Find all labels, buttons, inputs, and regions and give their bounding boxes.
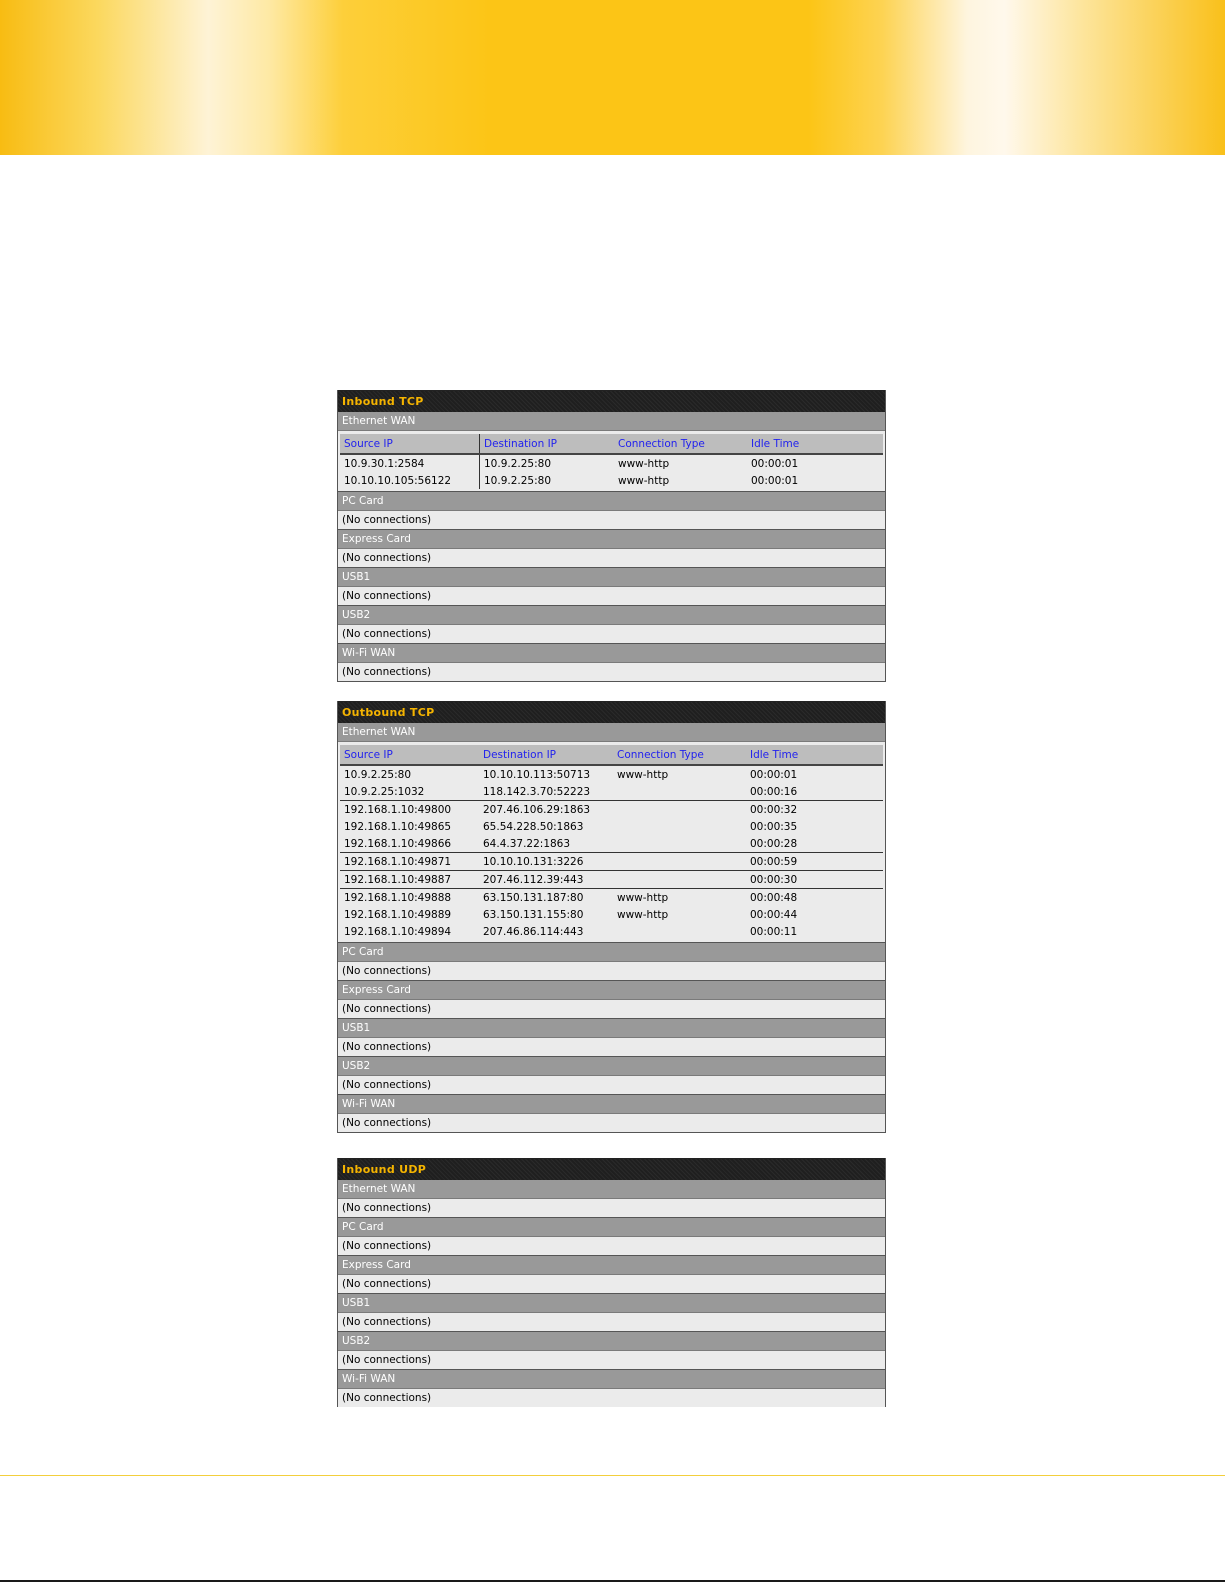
column-header[interactable]: Source IP — [340, 435, 480, 455]
no-connections-text: (No connections) — [338, 1199, 885, 1218]
wan-section-header: USB1 — [338, 1019, 885, 1038]
table-cell: 207.46.86.114:443 — [483, 925, 584, 938]
connection-table-block — [338, 431, 885, 492]
table-cell: 10.9.2.25:80 — [484, 474, 551, 487]
no-connections-text: (No connections) — [338, 511, 885, 530]
no-connections-text: (No connections) — [338, 625, 885, 644]
table-cell: www-http — [613, 889, 746, 907]
table-cell: 63.150.131.155:80 — [483, 908, 584, 921]
no-connections-text: (No connections) — [338, 1275, 885, 1294]
no-connections-text: (No connections) — [338, 1237, 885, 1256]
table-cell: 192.168.1.10:49889 — [344, 908, 452, 921]
no-connections-text: (No connections) — [338, 1351, 885, 1370]
wan-section-header: Ethernet WAN — [338, 723, 885, 742]
table-cell: 10.9.2.25:80 — [484, 457, 551, 470]
table-cell: 192.168.1.10:49800 — [340, 801, 479, 819]
table-header-row — [340, 435, 883, 455]
no-connections-text: (No connections) — [338, 549, 885, 568]
page-bottom-rule — [0, 1580, 1225, 1582]
table-cell: 00:00:01 — [751, 474, 799, 487]
table-cell: 10.10.10.131:3226 — [479, 853, 613, 871]
column-header[interactable]: Connection Type — [614, 435, 747, 455]
table-row — [340, 906, 883, 923]
table-cell: www-http — [618, 457, 670, 470]
table-row — [340, 765, 883, 783]
connections-panel — [337, 701, 886, 1133]
wan-section-header: USB2 — [338, 1057, 885, 1076]
table-row — [340, 454, 883, 472]
table-row — [340, 783, 883, 801]
wan-section-header: PC Card — [338, 492, 885, 511]
column-header[interactable]: Connection Type — [613, 746, 746, 766]
wan-section-header: PC Card — [338, 1218, 885, 1237]
panel-title: Inbound TCP — [338, 390, 885, 412]
table-cell: 00:00:16 — [750, 785, 798, 798]
table-cell: 10.9.2.25:80 — [344, 768, 411, 781]
table-cell: 10.10.10.113:50713 — [483, 768, 591, 781]
table-row — [340, 835, 883, 853]
table-cell: 00:00:48 — [746, 889, 883, 907]
table-cell — [613, 835, 746, 853]
wan-section-header: Express Card — [338, 1256, 885, 1275]
no-connections-text: (No connections) — [338, 1000, 885, 1019]
table-cell: 192.168.1.10:49871 — [340, 853, 479, 871]
table-cell: 00:00:44 — [750, 908, 798, 921]
table-cell: 65.54.228.50:1863 — [483, 820, 584, 833]
connection-table — [340, 745, 883, 940]
table-cell: www-http — [617, 908, 669, 921]
table-cell: 192.168.1.10:49866 — [344, 837, 452, 850]
table-row — [340, 923, 883, 940]
table-row — [340, 871, 883, 889]
column-header[interactable]: Destination IP — [479, 746, 613, 766]
table-cell: 00:00:28 — [750, 837, 798, 850]
table-row — [340, 801, 883, 819]
table-cell — [613, 818, 746, 835]
connections-panel — [337, 390, 886, 682]
table-cell: 64.4.37.22:1863 — [483, 837, 571, 850]
table-cell: 10.9.30.1:2584 — [340, 454, 480, 472]
wan-section-header: PC Card — [338, 943, 885, 962]
table-cell: 192.168.1.10:49894 — [344, 925, 452, 938]
table-row — [340, 472, 883, 489]
table-cell: 192.168.1.10:49888 — [340, 889, 479, 907]
panel-title: Inbound UDP — [338, 1158, 885, 1180]
wan-section-header: Express Card — [338, 981, 885, 1000]
table-row — [340, 889, 883, 907]
no-connections-text: (No connections) — [338, 1389, 885, 1407]
table-cell: 00:00:01 — [750, 768, 798, 781]
table-row — [340, 853, 883, 871]
table-header-row — [340, 746, 883, 766]
wan-section-header: USB2 — [338, 606, 885, 625]
no-connections-text: (No connections) — [338, 1038, 885, 1057]
wan-section-header: Wi-Fi WAN — [338, 1370, 885, 1389]
table-cell: 10.9.2.25:1032 — [344, 785, 425, 798]
table-cell — [613, 923, 746, 940]
table-row — [340, 818, 883, 835]
wan-section-header: USB1 — [338, 1294, 885, 1313]
table-cell: 00:00:59 — [746, 853, 883, 871]
table-cell: 207.46.112.39:443 — [479, 871, 613, 889]
table-cell: 207.46.106.29:1863 — [479, 801, 613, 819]
table-cell: 63.150.131.187:80 — [479, 889, 613, 907]
table-cell: www-http — [617, 768, 669, 781]
table-cell: www-http — [618, 474, 670, 487]
no-connections-text: (No connections) — [338, 1076, 885, 1095]
table-cell: 118.142.3.70:52223 — [483, 785, 591, 798]
table-cell — [613, 783, 746, 801]
table-cell: 00:00:35 — [750, 820, 798, 833]
connection-table — [340, 434, 883, 489]
wan-section-header: USB2 — [338, 1332, 885, 1351]
wan-section-header: Wi-Fi WAN — [338, 644, 885, 663]
table-cell — [613, 853, 746, 871]
no-connections-text: (No connections) — [338, 663, 885, 681]
wan-section-header: Wi-Fi WAN — [338, 1095, 885, 1114]
connection-table-block — [338, 742, 885, 943]
table-cell — [613, 801, 746, 819]
connections-panel — [337, 1158, 886, 1407]
table-cell: 10.10.10.105:56122 — [340, 472, 480, 489]
wan-section-header: USB1 — [338, 568, 885, 587]
table-cell: 00:00:30 — [746, 871, 883, 889]
no-connections-text: (No connections) — [338, 962, 885, 981]
column-header[interactable]: Destination IP — [480, 435, 615, 455]
table-cell: 00:00:32 — [746, 801, 883, 819]
column-header[interactable]: Idle Time — [747, 435, 883, 455]
column-header[interactable]: Source IP — [340, 746, 479, 766]
wan-section-header: Express Card — [338, 530, 885, 549]
wan-section-header: Ethernet WAN — [338, 412, 885, 431]
no-connections-text: (No connections) — [338, 1313, 885, 1332]
header-banner — [0, 0, 1225, 155]
column-header[interactable]: Idle Time — [746, 746, 883, 766]
panel-title: Outbound TCP — [338, 701, 885, 723]
table-cell: 00:00:01 — [751, 457, 799, 470]
table-cell: 192.168.1.10:49865 — [344, 820, 452, 833]
table-cell: 192.168.1.10:49887 — [340, 871, 479, 889]
table-cell — [613, 871, 746, 889]
footer-divider — [0, 1475, 1225, 1476]
no-connections-text: (No connections) — [338, 587, 885, 606]
no-connections-text: (No connections) — [338, 1114, 885, 1132]
table-cell: 00:00:11 — [750, 925, 798, 938]
wan-section-header: Ethernet WAN — [338, 1180, 885, 1199]
